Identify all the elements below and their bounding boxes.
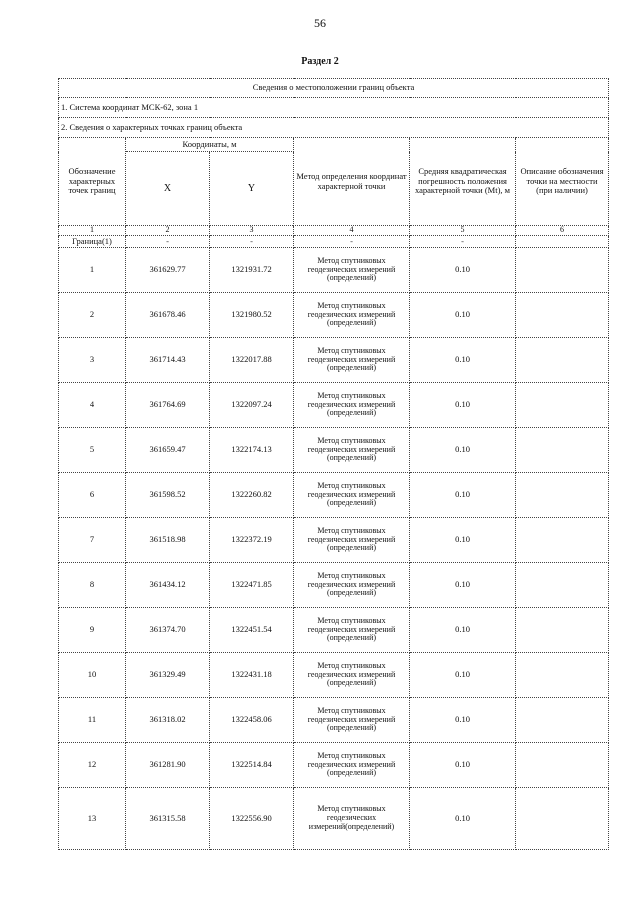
point-number: 8 — [59, 563, 126, 608]
coord-y: 1322017.88 — [210, 338, 294, 383]
description-cell — [516, 563, 609, 608]
column-number: 4 — [294, 226, 410, 236]
method-cell: Метод спутниковых геодезических измерений(определений) — [294, 788, 410, 850]
header-description: Описание обозначения точки на местности (при наличии) — [516, 138, 609, 226]
coord-y: 1322174.13 — [210, 428, 294, 473]
points-info-title: 2. Сведения о характерных точках границ объекта — [59, 118, 609, 138]
table-caption: Сведения о местоположении границ объекта — [59, 79, 609, 98]
accuracy-value: 0.10 — [410, 518, 516, 563]
dash-cell — [126, 236, 210, 248]
description-cell — [516, 788, 609, 850]
point-number: 11 — [59, 698, 126, 743]
dash: - — [461, 235, 464, 246]
method-cell: Метод спутниковых геодезических измерений (определений) — [294, 563, 410, 608]
description-cell — [516, 608, 609, 653]
description-cell — [516, 428, 609, 473]
point-number: 7 — [59, 518, 126, 563]
coord-y: 1322514.84 — [210, 743, 294, 788]
method-cell: Метод спутниковых геодезических измерений (определений) — [294, 743, 410, 788]
table-row — [59, 383, 609, 428]
section-title: Раздел 2 — [301, 56, 339, 67]
description-cell — [516, 473, 609, 518]
point-number: 1 — [59, 248, 126, 293]
dash: - — [250, 235, 253, 246]
method-cell: Метод спутниковых геодезических измерений (определений) — [294, 383, 410, 428]
coordinate-system: 1. Система координат МСК-62, зона 1 — [59, 98, 609, 118]
description-cell — [516, 248, 609, 293]
column-number: 1 — [59, 226, 126, 236]
page-number: 56 — [314, 16, 326, 30]
point-number: 6 — [59, 473, 126, 518]
method-cell: Метод спутниковых геодезических измерений (определений) — [294, 653, 410, 698]
point-number: 10 — [59, 653, 126, 698]
column-number: 3 — [210, 226, 294, 236]
header-y: Y — [210, 152, 294, 226]
boundary-points-table — [58, 78, 609, 850]
accuracy-value: 0.10 — [410, 788, 516, 850]
group-row — [59, 236, 609, 248]
coord-y: 1322458.06 — [210, 698, 294, 743]
group-label: Граница(1) — [59, 236, 126, 248]
coord-y: 1322372.19 — [210, 518, 294, 563]
method-cell: Метод спутниковых геодезических измерений (определений) — [294, 608, 410, 653]
point-number: 5 — [59, 428, 126, 473]
table-row — [59, 518, 609, 563]
coord-y: 1321931.72 — [210, 248, 294, 293]
coord-x: 361629.77 — [126, 248, 210, 293]
accuracy-value: 0.10 — [410, 563, 516, 608]
column-numbers-row — [59, 226, 609, 236]
caption-row — [59, 79, 609, 98]
empty-cell — [516, 236, 609, 248]
coord-x: 361281.90 — [126, 743, 210, 788]
dash-cell — [210, 236, 294, 248]
description-cell — [516, 293, 609, 338]
coord-x: 361678.46 — [126, 293, 210, 338]
method-cell: Метод спутниковых геодезических измерений (определений) — [294, 473, 410, 518]
point-number: 12 — [59, 743, 126, 788]
accuracy-value: 0.10 — [410, 698, 516, 743]
coord-y: 1322556.90 — [210, 788, 294, 850]
table-row — [59, 788, 609, 850]
coord-y: 1321980.52 — [210, 293, 294, 338]
header-x: X — [126, 152, 210, 226]
description-cell — [516, 338, 609, 383]
coord-y: 1322431.18 — [210, 653, 294, 698]
table-row — [59, 338, 609, 383]
coord-y: 1322451.54 — [210, 608, 294, 653]
dash-cell — [410, 236, 516, 248]
table-row — [59, 653, 609, 698]
column-number: 2 — [126, 226, 210, 236]
point-number: 2 — [59, 293, 126, 338]
table-row — [59, 698, 609, 743]
accuracy-value: 0.10 — [410, 383, 516, 428]
header-coordinates: Координаты, м — [126, 138, 294, 152]
header-method: Метод определения координат характерной точки — [294, 138, 410, 226]
coordinate-system-row — [59, 98, 609, 118]
description-cell — [516, 518, 609, 563]
coord-y: 1322471.85 — [210, 563, 294, 608]
accuracy-value: 0.10 — [410, 248, 516, 293]
description-cell — [516, 698, 609, 743]
table-body — [59, 79, 609, 850]
coord-x: 361374.70 — [126, 608, 210, 653]
coord-y: 1322097.24 — [210, 383, 294, 428]
description-cell — [516, 383, 609, 428]
accuracy-value: 0.10 — [410, 428, 516, 473]
table-row — [59, 608, 609, 653]
coord-x: 361434.12 — [126, 563, 210, 608]
accuracy-value: 0.10 — [410, 338, 516, 383]
point-number: 9 — [59, 608, 126, 653]
method-cell: Метод спутниковых геодезических измерений (определений) — [294, 428, 410, 473]
description-cell — [516, 743, 609, 788]
header-point-designation: Обозначение характерных точек границ — [59, 138, 126, 226]
dash: - — [166, 235, 169, 246]
method-cell: Метод спутниковых геодезических измерений (определений) — [294, 293, 410, 338]
coord-y: 1322260.82 — [210, 473, 294, 518]
table-row — [59, 743, 609, 788]
column-number: 6 — [516, 226, 609, 236]
method-cell: Метод спутниковых геодезических измерений (определений) — [294, 698, 410, 743]
coord-x: 361764.69 — [126, 383, 210, 428]
accuracy-value: 0.10 — [410, 653, 516, 698]
method-cell: Метод спутниковых геодезических измерений (определений) — [294, 338, 410, 383]
coord-x: 361659.47 — [126, 428, 210, 473]
coord-x: 361318.02 — [126, 698, 210, 743]
point-number: 13 — [59, 788, 126, 850]
header-accuracy: Средняя квадратическая погрешность положения характерной точки (Mt), м — [410, 138, 516, 226]
accuracy-value: 0.10 — [410, 293, 516, 338]
table-row — [59, 293, 609, 338]
coord-x: 361329.49 — [126, 653, 210, 698]
accuracy-value: 0.10 — [410, 473, 516, 518]
header-row-top — [59, 138, 609, 152]
table-row — [59, 428, 609, 473]
dash: - — [350, 235, 353, 246]
point-number: 4 — [59, 383, 126, 428]
description-cell — [516, 653, 609, 698]
coord-x: 361315.58 — [126, 788, 210, 850]
accuracy-value: 0.10 — [410, 743, 516, 788]
method-cell: Метод спутниковых геодезических измерений (определений) — [294, 248, 410, 293]
table-row — [59, 473, 609, 518]
point-number: 3 — [59, 338, 126, 383]
table-row — [59, 248, 609, 293]
points-info-row — [59, 118, 609, 138]
coord-x: 361518.98 — [126, 518, 210, 563]
column-number: 5 — [410, 226, 516, 236]
accuracy-value: 0.10 — [410, 608, 516, 653]
coord-x: 361714.43 — [126, 338, 210, 383]
dash-cell — [294, 236, 410, 248]
table-row — [59, 563, 609, 608]
method-cell: Метод спутниковых геодезических измерений (определений) — [294, 518, 410, 563]
coord-x: 361598.52 — [126, 473, 210, 518]
